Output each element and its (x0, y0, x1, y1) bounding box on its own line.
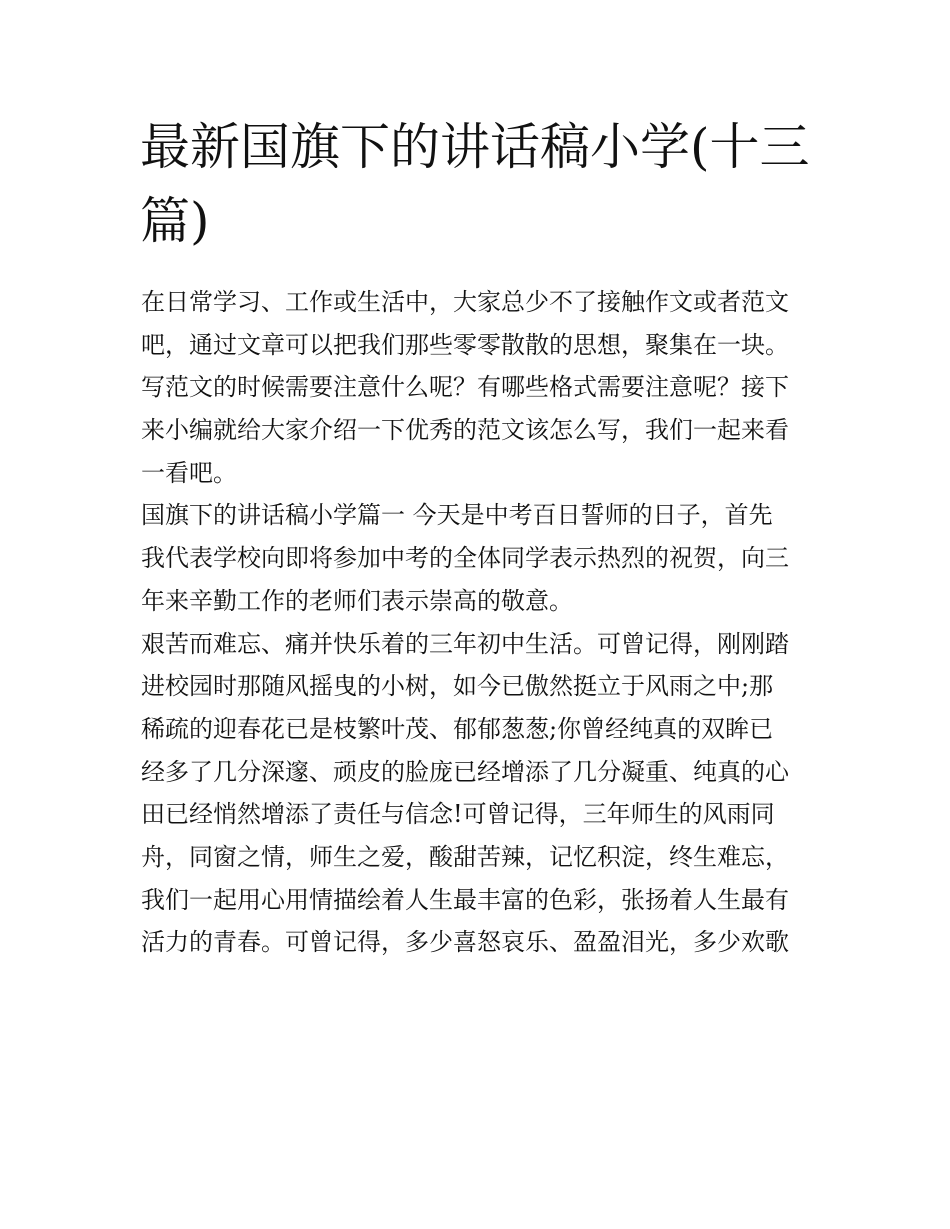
paragraph-memories (141, 623, 831, 965)
text-line: 田已经悄然增添了责任与信念!可曾记得，三年师生的风雨同 (141, 800, 775, 829)
text-line: 稀疏的迎春花已是枝繁叶茂、郁郁葱葱;你曾经纯真的双眸已 (141, 714, 774, 743)
text-line: 一看吧。 (141, 458, 237, 487)
text-line: 国旗下的讲话稿小学篇一 今天是中考百日誓师的日子，首先 (141, 501, 773, 530)
paragraph-intro (141, 281, 831, 494)
text-line: 我代表学校向即将参加中考的全体同学表示热烈的祝贺，向三 (141, 544, 789, 573)
text-line: 在日常学习、工作或生活中，大家总少不了接触作文或者范文 (141, 288, 789, 316)
title-line: 最新国旗下的讲话稿小学(十三 (140, 118, 810, 176)
text-line: 吧，通过文章可以把我们那些零零散散的思想，聚集在一块。 (141, 330, 789, 359)
text-line: 写范文的时候需要注意什么呢？有哪些格式需要注意呢？接下 (141, 373, 789, 402)
paragraph-speech-one (141, 494, 831, 622)
text-line: 年来辛勤工作的老师们表示崇高的敬意。 (141, 586, 573, 615)
text-line: 来小编就给大家介绍一下优秀的范文该怎么写，我们一起来看 (141, 416, 789, 445)
text-line: 经多了几分深邃、顽皮的脸庞已经增添了几分凝重、纯真的心 (141, 757, 789, 786)
document-body (141, 281, 831, 964)
text-line: 活力的青春。可曾记得，多少喜怒哀乐、盈盈泪光，多少欢歌 (141, 928, 789, 957)
text-line: 进校园时那随风摇曳的小树，如今已傲然挺立于风雨之中;那 (141, 672, 774, 701)
text-line: 舟，同窗之情，师生之爱，酸甜苦辣，记忆积淀，终生难忘， (141, 842, 789, 871)
title-line: 篇) (140, 192, 210, 250)
text-line: 我们一起用心用情描绘着人生最丰富的色彩，张扬着人生最有 (141, 885, 789, 914)
document-title (140, 110, 830, 258)
text-line: 艰苦而难忘、痛并快乐着的三年初中生活。可曾记得，刚刚踏 (141, 629, 789, 658)
